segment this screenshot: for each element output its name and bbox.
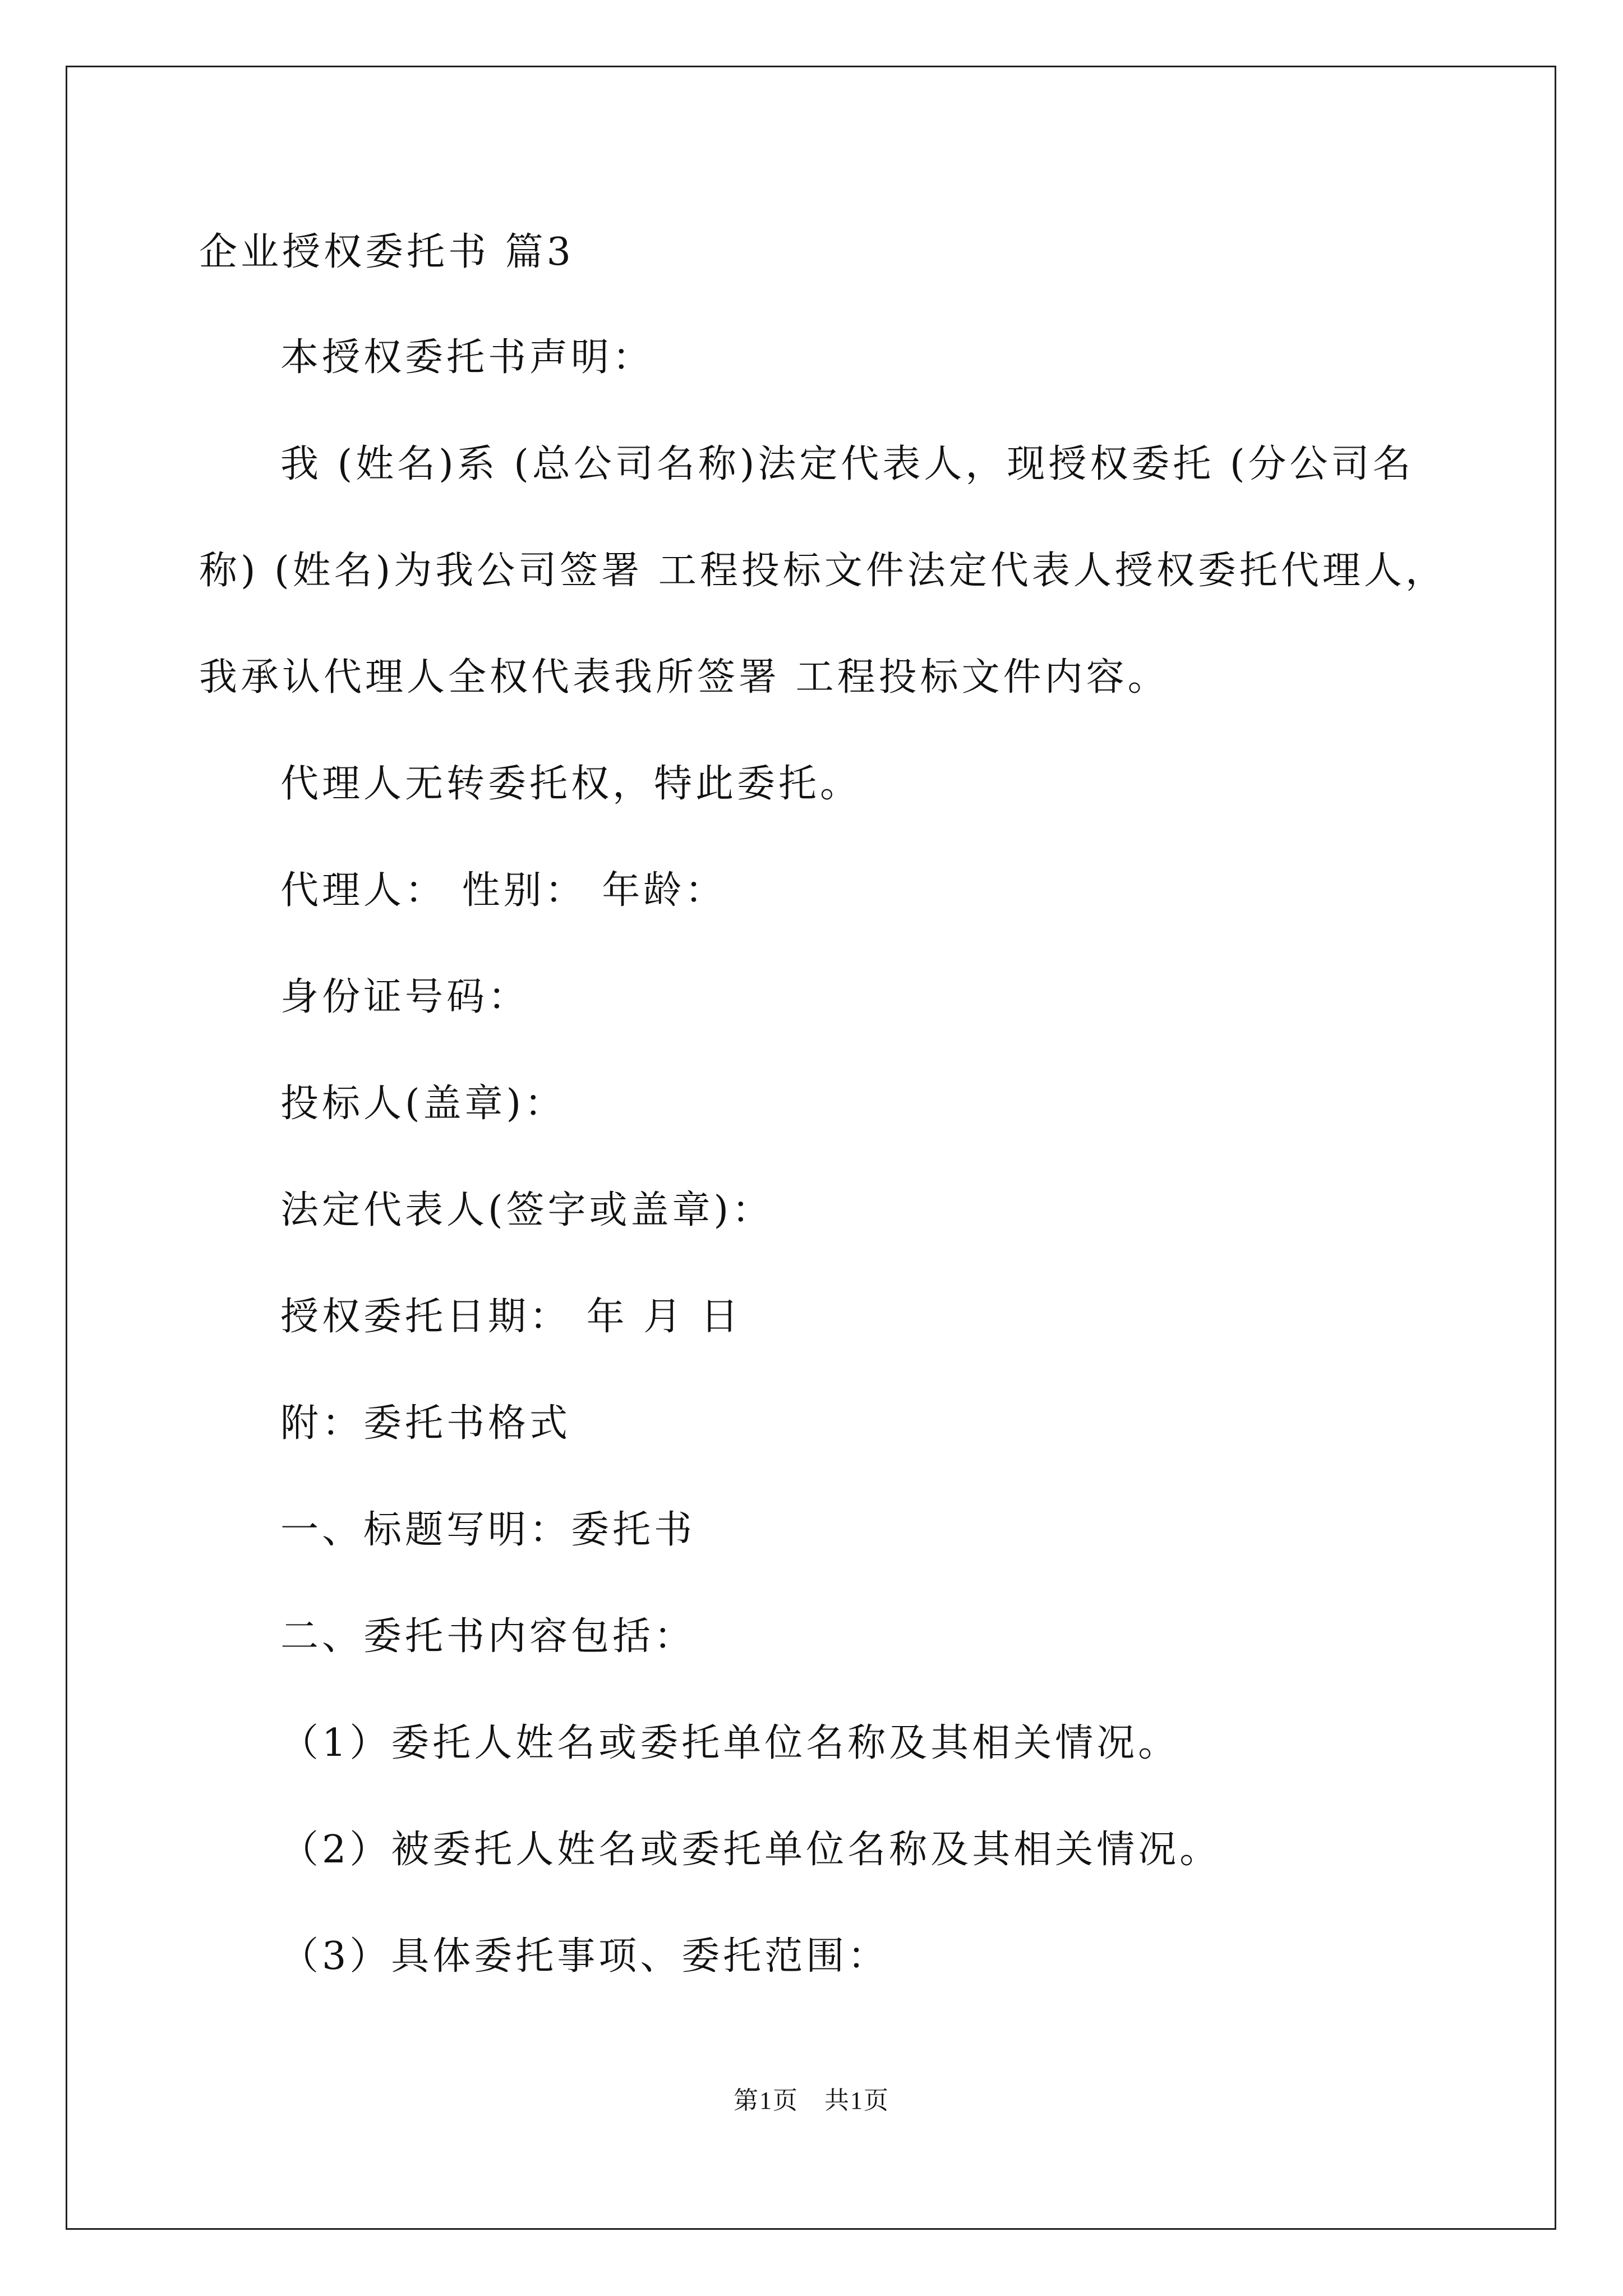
paragraph-body-line-2: 称) (姓名)为我公司签署 工程投标文件法定代表人授权委托代理人，: [199, 549, 1447, 593]
field-id-number: 身份证号码：: [280, 975, 530, 1019]
paragraph-declaration-heading: 本授权委托书声明：: [280, 335, 654, 380]
field-bidder-seal: 投标人(盖章)：: [280, 1082, 566, 1126]
page-border: [66, 66, 1556, 2230]
field-legal-rep-signature: 法定代表人(签字或盖章)：: [280, 1188, 774, 1232]
paragraph-body-line-1: 我 (姓名)系 (总公司名称)法定代表人，现授权委托 (分公司名: [280, 442, 1414, 486]
appendix-subitem-1: （1）委托人姓名或委托单位名称及其相关情况。: [280, 1721, 1180, 1765]
appendix-subitem-3: （3）具体委托事项、委托范围：: [280, 1934, 889, 1978]
field-agent-info: 代理人： 性别： 年龄：: [280, 868, 727, 913]
document-title: 企业授权委托书 篇3: [199, 230, 574, 274]
appendix-item-1: 一、标题写明：委托书: [280, 1508, 696, 1552]
paragraph-no-subdelegation: 代理人无转委托权，特此委托。: [280, 762, 862, 806]
page-number-footer: 第1页 共1页: [734, 2087, 889, 2114]
appendix-item-2: 二、委托书内容包括：: [280, 1614, 696, 1659]
appendix-heading: 附：委托书格式: [280, 1401, 571, 1446]
field-authorization-date: 授权委托日期： 年 月 日: [280, 1295, 742, 1339]
appendix-subitem-2: （2）被委托人姓名或委托单位名称及其相关情况。: [280, 1828, 1221, 1872]
paragraph-body-line-3: 我承认代理人全权代表我所签署 工程投标文件内容。: [199, 655, 1169, 700]
